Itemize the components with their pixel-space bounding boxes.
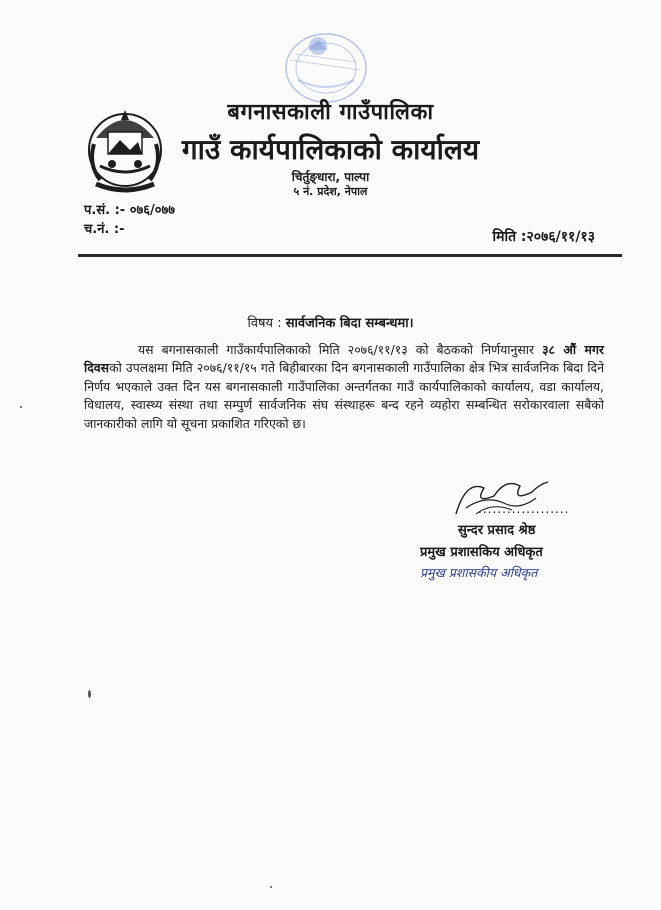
patra-sankhya: प.सं. :- ०७६/०७७ bbox=[84, 203, 176, 218]
header-divider bbox=[78, 254, 622, 257]
letter-date: मिति :२०७६/११/१३ bbox=[492, 229, 595, 245]
scan-speck bbox=[88, 690, 91, 698]
office-title: गाउँ कार्यपालिकाको कार्यालय bbox=[181, 133, 480, 166]
office-name: बगनासकाली गाउँपालिका bbox=[227, 100, 434, 125]
scan-speck bbox=[20, 406, 22, 408]
office-address-line1: चिर्तुङ्धारा, पाल्पा bbox=[291, 170, 370, 184]
body-part2: को उपलक्षमा मिति २०७६/११/१५ गते बिहीबारका दिन बगनासकाली गाउँपालिका क्षेत्र भित्र सार्वजनिक बिदा दिने निर्णय भएकाले उक्त दिन यस बगनासकाली गाउँपालिका अन्तर्गतका गाउँ कार्यपालिकाको कार्यालय, वडा कार्यालय, विधालय, स्वास्थ्य संस्था तथा सम्पुर्ण सार्वजनिक संघ संस्थाहरू बन्द रहने व्यहोरा सम्बन्धित सरोकारवाला सबैको जानकारीको लागि यो सूचना प्रकाशित गरिएको छ। bbox=[84, 360, 604, 431]
office-address-line2: ५ नं. प्रदेश, नेपाल bbox=[293, 185, 368, 198]
subject-label: विषय : bbox=[247, 316, 282, 331]
scan-speck bbox=[270, 886, 272, 888]
subject-line bbox=[0, 313, 661, 331]
signatory-title: प्रमुख प्रशासकिय अधिकृत bbox=[420, 545, 543, 560]
body-highlight: ३८ औं मगर दिवस bbox=[84, 342, 604, 376]
signature-dots: ................... bbox=[478, 502, 570, 516]
notice-body bbox=[84, 341, 604, 433]
designation-stamp: प्रमुख प्रशासकीय अधिकृत bbox=[420, 565, 538, 580]
subject-value: सार्वजनिक बिदा सम्बन्धमा। bbox=[285, 316, 414, 331]
signatory-name: सुन्दर प्रसाद श्रेष्ठ bbox=[458, 523, 536, 538]
chalani-number: च.नं. :- bbox=[84, 222, 125, 237]
body-part1: यस बगनासकाली गाउँकार्यपालिकाको मिति २०७६/११/१३ को बैठकको निर्णयानुसार bbox=[138, 342, 543, 357]
